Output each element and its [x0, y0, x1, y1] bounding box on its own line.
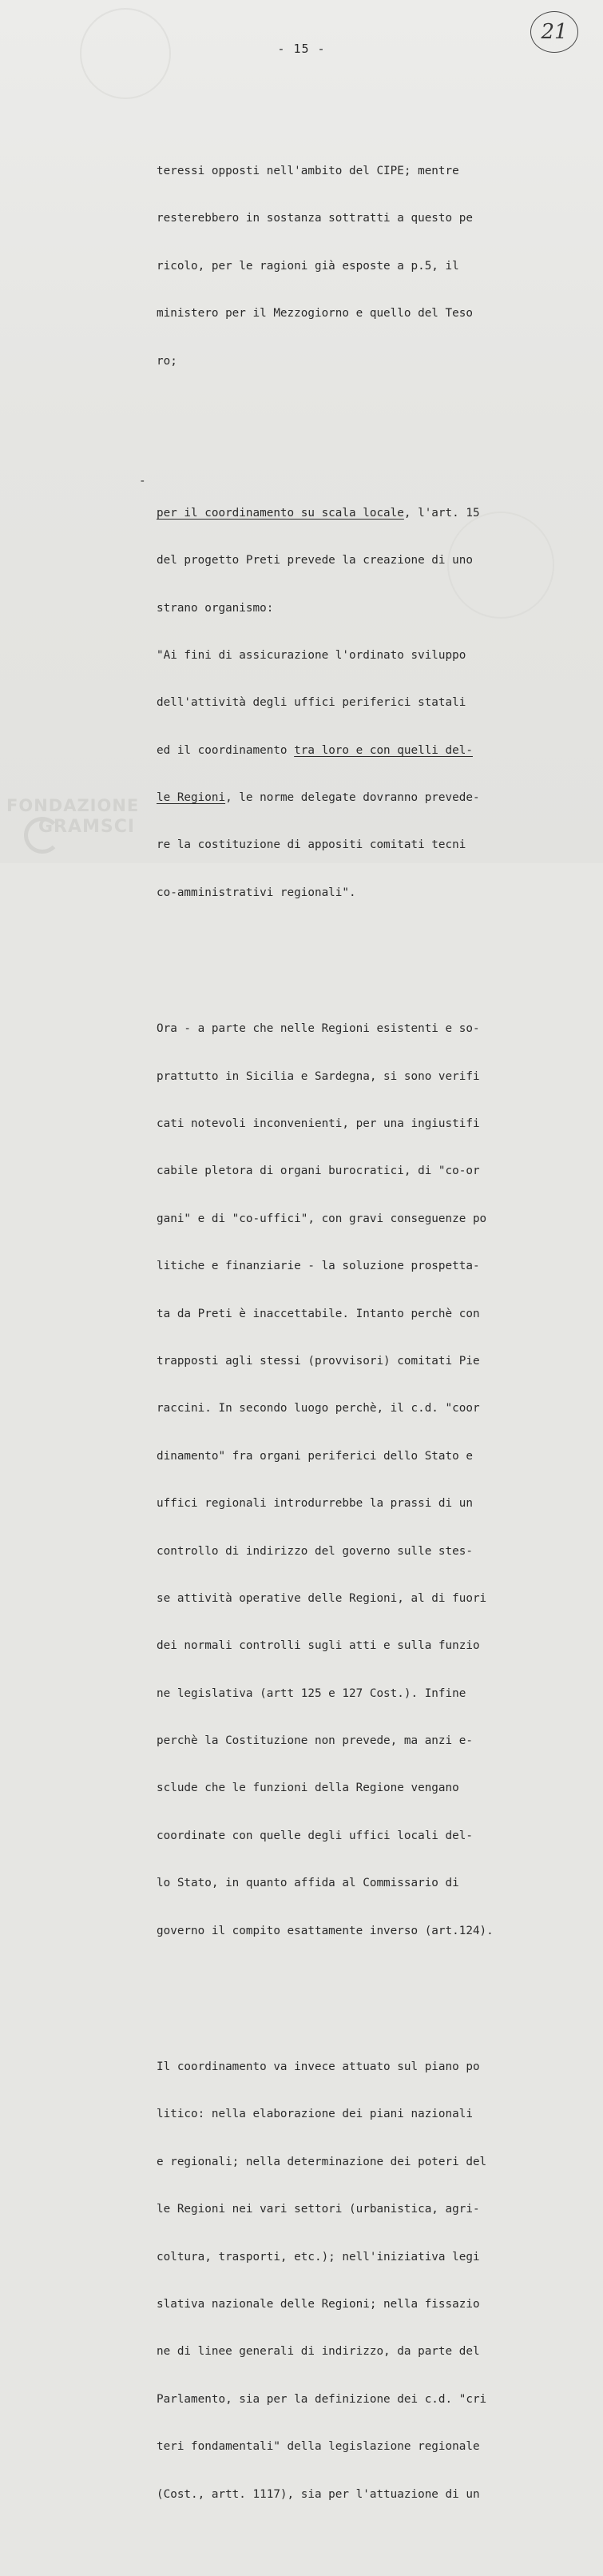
text-line: litico: nella elaborazione dei piani nazionali — [157, 2108, 473, 2121]
underlined-text: tra loro e con quelli del- — [294, 743, 473, 757]
text-line: ricolo, per le ragioni già esposte a p.5, il — [157, 259, 459, 273]
text-line: se attività operative delle Regioni, al di fuori — [157, 1591, 487, 1605]
watermark-line-1: FONDAZIONE — [6, 796, 140, 815]
text-line: sclude che le funzioni della Regione vengano — [157, 1782, 459, 1795]
text-line: coltura, trasporti, etc.); nell'iniziativa legi — [157, 2250, 480, 2263]
paragraph-3 — [157, 990, 516, 1971]
text-line: ne di linee generali di indirizzo, da parte del — [157, 2345, 480, 2359]
text-line: ne legislativa (artt 125 e 127 Cost.). Infine — [157, 1686, 466, 1700]
text-line: governo il compito esattamente inverso (art.124). — [157, 1924, 494, 1937]
text-line: teri fondamentali" della legislazione regionale — [157, 2440, 480, 2454]
text-line: "Ai fini di assicurazione l'ordinato sviluppo — [157, 648, 466, 662]
paragraph-4 — [157, 2028, 516, 2534]
text-line: Il coordinamento va invece attuato sul piano po — [157, 2060, 480, 2074]
underlined-text: per il coordinamento su scala locale — [157, 506, 404, 520]
text-line: re la costituzione di appositi comitati tecni — [157, 838, 466, 852]
text-segment: , l'art. 15 — [403, 506, 480, 520]
text-line: ta da Preti è inaccettabile. Intanto perchè con — [157, 1307, 480, 1320]
text-line — [157, 743, 516, 759]
text-line: le Regioni nei vari settori (urbanistica, agri- — [157, 2203, 480, 2216]
text-line: teressi opposti nell'ambito del CIPE; mentre — [157, 164, 459, 177]
text-line: cabile pletora di organi burocratici, di "co-or — [157, 1165, 480, 1178]
text-line: dell'attività degli uffici periferici statali — [157, 696, 466, 710]
text-line: (Cost., artt. 1117), sia per l'attuazione di un — [157, 2487, 480, 2501]
text-line: slativa nazionale delle Regioni; nella fissazio — [157, 2297, 480, 2311]
text-line: gani" e di "co-uffici", con gravi conseguenze po — [157, 1212, 487, 1225]
list-dash: - — [139, 475, 146, 488]
text-line — [157, 506, 516, 522]
typed-text-body — [139, 85, 516, 2576]
paragraph-2 — [139, 458, 516, 933]
text-line: resterebbero in sostanza sottratti a questo pe — [157, 212, 473, 225]
text-line: dinamento" fra organi periferici dello Stato e — [157, 1449, 473, 1463]
page-number: - 15 - — [277, 42, 326, 56]
text-line: prattutto in Sicilia e Sardegna, si sono verifi — [157, 1069, 480, 1083]
text-line — [157, 790, 516, 806]
text-line: ro; — [157, 354, 177, 368]
watermark-line-2: GRAMSCI — [38, 817, 136, 837]
text-line: lo Stato, in quanto affida al Commissario di — [157, 1877, 459, 1890]
text-line: Ora - a parte che nelle Regioni esistenti e so- — [157, 1022, 480, 1036]
text-line: trapposti agli stessi (provvisori) comitati Pie — [157, 1354, 480, 1368]
text-segment: , le norme delegate dovranno prevede- — [225, 791, 480, 805]
text-line: cati notevoli inconvenienti, per una ingiustifi — [157, 1117, 480, 1130]
fondazione-gramsci-watermark — [6, 796, 166, 860]
paragraph-1 — [157, 132, 516, 401]
text-line: coordinate con quelle degli uffici locali del- — [157, 1829, 473, 1842]
handwritten-page-number: 21 — [530, 11, 578, 53]
text-line: raccini. In secondo luogo perchè, il c.d. "coor — [157, 1402, 480, 1415]
underlined-text: le Regioni — [157, 791, 226, 805]
text-segment: ed il coordinamento — [157, 743, 295, 757]
text-line: ministero per il Mezzogiorno e quello del Teso — [157, 307, 473, 321]
text-line: del progetto Preti prevede la creazione di uno — [157, 554, 473, 567]
text-line: controllo di indirizzo del governo sulle stes- — [157, 1544, 473, 1558]
text-line: e regionali; nella determinazione dei poteri del — [157, 2155, 487, 2168]
text-line: co-amministrativi regionali". — [157, 886, 356, 899]
text-line: Parlamento, sia per la definizione dei c.d. "cri — [157, 2392, 487, 2406]
text-line: dei normali controlli sugli atti e sulla funzio — [157, 1639, 480, 1653]
text-line: perchè la Costituzione non prevede, ma anzi e- — [157, 1734, 473, 1748]
text-line: strano organismo: — [157, 601, 274, 615]
text-line: litiche e finanziarie - la soluzione prospetta- — [157, 1260, 480, 1273]
text-line: uffici regionali introdurrebbe la prassi di un — [157, 1497, 473, 1511]
